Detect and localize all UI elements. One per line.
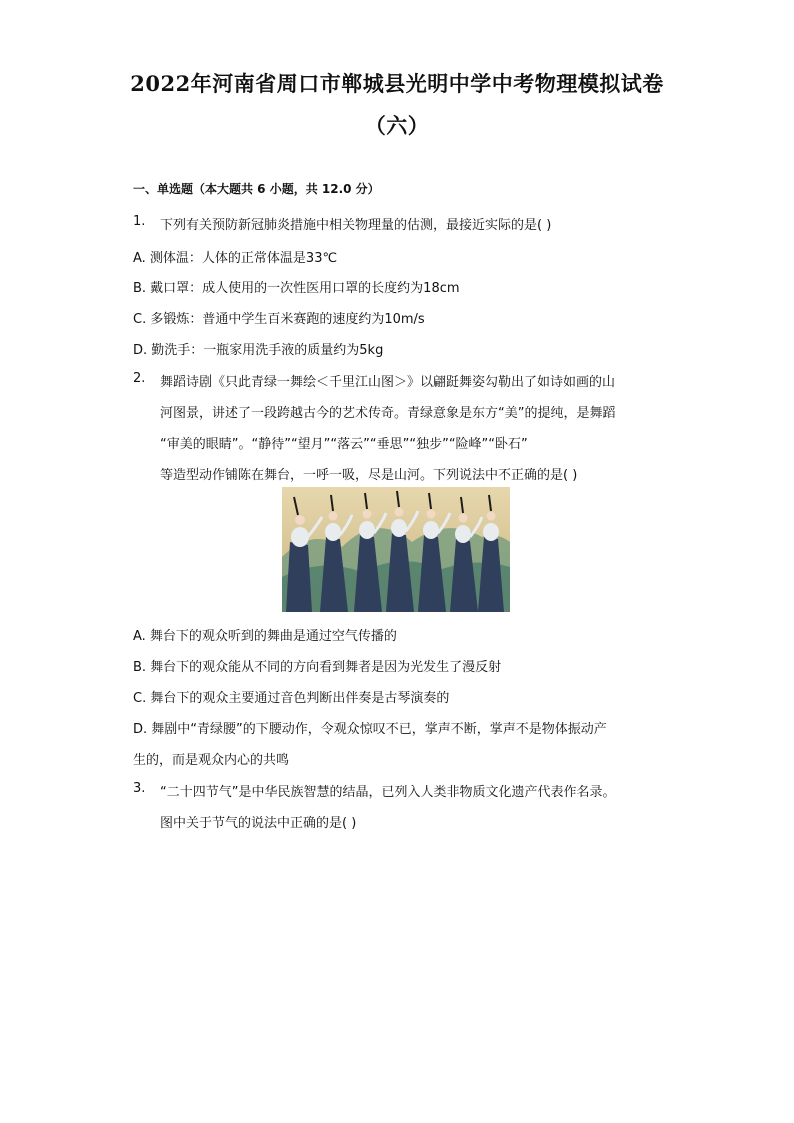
question-3-stem-line-1: “二十四节气”是中华民族智慧的结晶，已列入人类非物质文化遗产代表作名录。 (160, 785, 616, 800)
question-1-number: 1. (133, 214, 146, 229)
dance-performance-photo (282, 487, 510, 612)
question-3-stem-line-2: 图中关于节气的说法中正确的是( ) (160, 816, 357, 831)
question-1-option-d: D. 勤洗手：一瓶家用洗手液的质量约为5kg (133, 343, 384, 358)
section-heading: 一、单选题（本大题共 6 小题，共 12.0 分） (133, 182, 380, 196)
question-2-number: 2. (133, 371, 146, 386)
question-2-option-b: B. 舞台下的观众能从不同的方向看到舞者是因为光发生了漫反射 (133, 660, 502, 675)
question-1-option-a: A. 测体温：人体的正常体温是33℃ (133, 251, 338, 266)
exam-title-number: （六） (364, 113, 430, 138)
question-2-stem-line-2: 河图景，讲述了一段跨越古今的艺术传奇。青绿意象是东方“美”的提纯，是舞蹈 (160, 406, 616, 421)
question-2-stem-line-4: 等造型动作铺陈在舞台，一呼一吸，尽是山河。下列说法中不正确的是( ) (160, 468, 578, 483)
question-2-option-a: A. 舞台下的观众听到的舞曲是通过空气传播的 (133, 629, 397, 644)
question-1-option-b: B. 戴口罩：成人使用的一次性医用口罩的长度约为18cm (133, 281, 460, 296)
question-3-number: 3. (133, 781, 146, 796)
question-2-stem-line-1: 舞蹈诗剧《只此青绿一舞绘＜千里江山图＞》以翩跹舞姿勾勒出了如诗如画的山 (160, 375, 616, 390)
exam-title: 2022年河南省周口市郸城县光明中学中考物理模拟试卷 (130, 71, 664, 96)
dance-photo-illustration (282, 487, 510, 612)
question-1-option-c: C. 多锻炼：普通中学生百米赛跑的速度约为10m/s (133, 312, 425, 327)
question-2-option-d: D. 舞剧中“青绿腰”的下腰动作，令观众惊叹不已，掌声不断，掌声不是物体振动产 (133, 722, 607, 737)
question-2-option-c: C. 舞台下的观众主要通过音色判断出伴奏是古琴演奏的 (133, 691, 450, 706)
question-1-stem: 下列有关预防新冠肺炎措施中相关物理量的估测，最接近实际的是( ) (160, 218, 552, 233)
question-2-stem-line-3: “审美的眼睛”。“静待”“望月”“落云”“垂思”“独步”“险峰”“卧石” (160, 437, 528, 452)
question-2-option-d-continued: 生的，而是观众内心的共鸣 (133, 753, 290, 768)
